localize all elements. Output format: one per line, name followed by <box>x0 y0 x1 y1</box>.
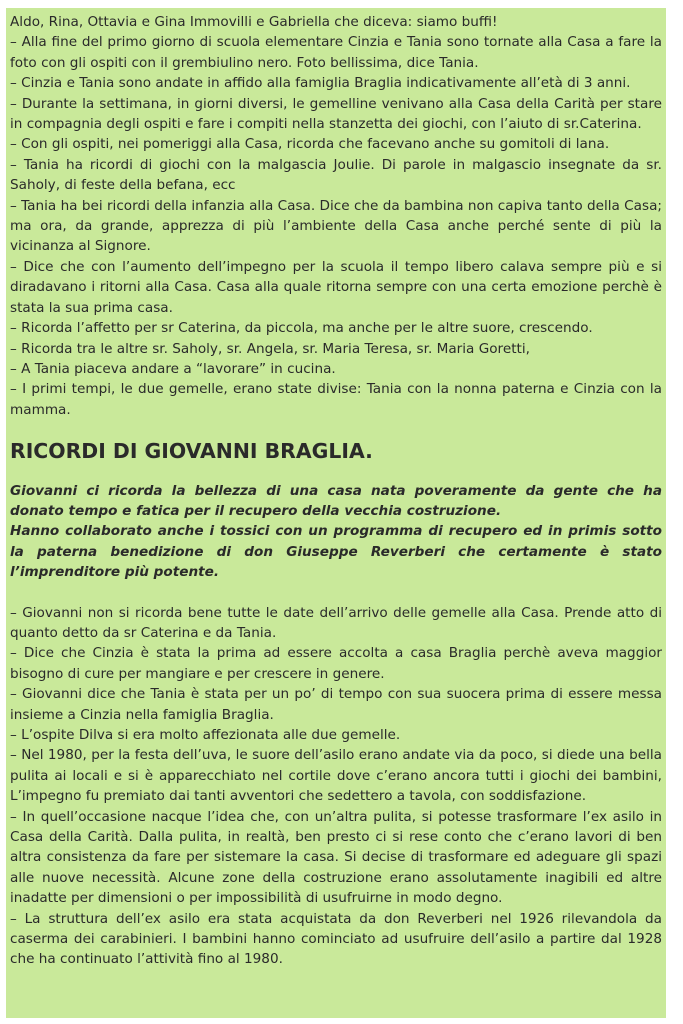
paragraph: – A Tania piaceva andare a “lavorare” in cucina. <box>10 360 336 377</box>
paragraph: – I primi tempi, le due gemelle, erano state divise: Tania con la nonna paterna e Cinzia con la mamma. <box>10 381 662 418</box>
article-panel <box>6 8 666 1018</box>
giovanni-section <box>10 603 662 970</box>
paragraph: – Durante la settimana, in giorni diversi, le gemelline venivano alla Casa della Carità per stare in compagnia degli ospiti e fare i compiti nella stanzetta dei giochi, con l’aiuto di sr.Caterina. <box>10 95 662 133</box>
paragraph: – Cinzia e Tania sono andate in affido alla famiglia Braglia indicativamente all’età di 3 anni. <box>10 75 631 92</box>
paragraph: Aldo, Rina, Ottavia e Gina Immovilli e Gabriella che diceva: siamo buffi! <box>10 14 498 30</box>
memories-section <box>10 12 662 420</box>
paragraph: – Nel 1980, per la festa dell’uva, le suore dell’asilo erano andate via da poco, si diede una bella pulita ai locali e si è apparecchiato nel cortile dove c’erano ancora tutti i giochi dei bambini, L’impegno fu premiato dai tanti avventori che sedettero a tavola, con soddisfazione. <box>10 747 662 805</box>
paragraph: – Dice che con l’aumento dell’impegno per la scuola il tempo libero calava sempre più e si diradavano i ritorni alla Casa. Casa alla quale ritorna sempre con una certa emozione perchè è stata la sua prima casa. <box>10 258 662 316</box>
paragraph: – In quell’occasione nacque l’idea che, con un’altra pulita, si potesse trasformare l’ex asilo in Casa della Carità. Dalla pulita, in realtà, ben presto ci si rese conto che c’erano lavori di ben altra consistenza da fare per sistemare la casa. Si decise di trasformare ed adeguare gli spazi alle nuove necessità. Alcune zone della costruzione erano assolutamente inagibili ed altre inadatte per dimensioni o per impossibilità di usufruirne in modo degno. <box>10 808 662 907</box>
paragraph: – Ricorda l’affetto per sr Caterina, da piccola, ma anche per le altre suore, crescendo. <box>10 320 593 337</box>
paragraph: – L’ospite Dilva si era molto affezionata alle due gemelle. <box>10 727 401 743</box>
paragraph: – La struttura dell’ex asilo era stata acquistata da don Reverberi nel 1926 rilevandola da caserma dei carabinieri. I bambini hanno cominciato ad usufruire dell’asilo a partire dal 1928 che ha continuato l’attività fino al 1980. <box>10 910 662 968</box>
section-heading: RICORDI DI GIOVANNI BRAGLIA. <box>10 439 373 464</box>
paragraph: – Dice che Cinzia è stata la prima ad essere accolta a casa Braglia perchè aveva maggior bisogno di cure per mangiare e per crescere in genere. <box>10 645 662 682</box>
intro-paragraph: Giovanni ci ricorda la bellezza di una casa nata poveramente da gente che ha donato tempo e fatica per il recupero della vecchia costruzione. Hanno collaborato anche i tossici con un programma di recupero ed in primis sotto la paterna benedizione di don Giuseppe Reverberi che certamente è stato l’imprenditore più potente. <box>10 482 662 581</box>
paragraph: – Tania ha bei ricordi della infanzia alla Casa. Dice che da bambina non capiva tanto della Casa; ma ora, da grande, apprezza di più l’ambiente della Casa anche perché sente di più la vicinanza al Signore. <box>10 197 662 255</box>
paragraph: – Ricorda tra le altre sr. Saholy, sr. Angela, sr. Maria Teresa, sr. Maria Goretti, <box>10 340 530 357</box>
paragraph: – Giovanni non si ricorda bene tutte le date dell’arrivo delle gemelle alla Casa. Prende atto di quanto detto da sr Caterina e da Tania. <box>10 604 662 641</box>
paragraph: – Alla fine del primo giorno di scuola elementare Cinzia e Tania sono tornate alla Casa a fare la foto con gli ospiti con il grembiulino nero. Foto bellissima, dice Tania. <box>10 34 662 71</box>
paragraph: – Con gli ospiti, nei pomeriggi alla Casa, ricorda che facevano anche su gomitoli di lana. <box>10 136 610 153</box>
paragraph: – Tania ha ricordi di giochi con la malgascia Joulie. Di parole in malgascio insegnate da sr. Saholy, di feste della befana, ecc <box>10 156 662 194</box>
paragraph: – Giovanni dice che Tania è stata per un po’ di tempo con sua suocera prima di essere messa insieme a Cinzia nella famiglia Braglia. <box>10 686 662 723</box>
